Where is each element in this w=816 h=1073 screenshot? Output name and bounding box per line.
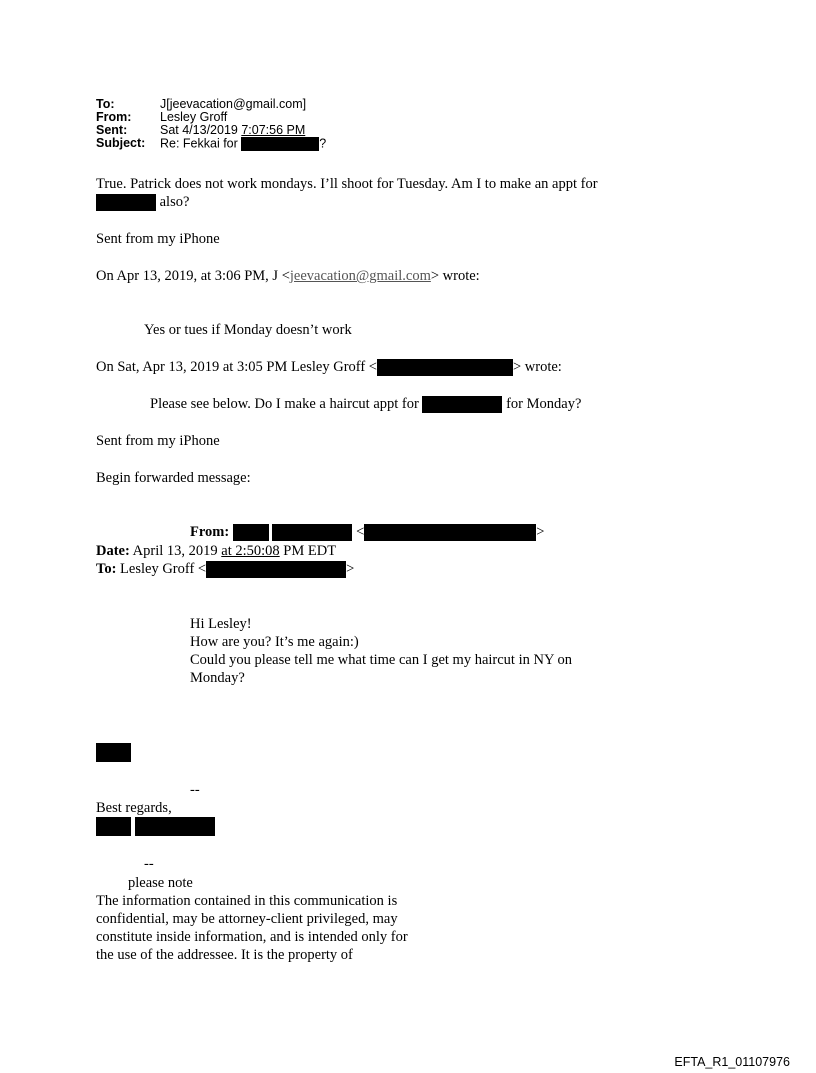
header-subject-label: Subject: — [96, 136, 146, 151]
header-sent-label: Sent: — [96, 123, 128, 137]
disclaimer-line: the use of the addressee. It is the property of — [96, 947, 353, 963]
quote2-attribution — [96, 358, 562, 376]
quote1-attribution-suffix: > wrote: — [430, 268, 480, 284]
quote1-attribution — [96, 267, 480, 285]
forwarded-to-gt: > — [346, 561, 355, 577]
forwarded-date-label: Date: — [96, 543, 130, 559]
redaction-box — [96, 817, 131, 836]
forwarded-body-line: Hi Lesley! — [190, 616, 252, 632]
quote2-signature: Sent from my iPhone — [96, 433, 220, 449]
redaction-box — [241, 137, 319, 151]
header-sent-time: 7:07:56 PM — [241, 123, 306, 137]
quote2-attribution-prefix: On Sat, Apr 13, 2019 at 3:05 PM Lesley Groff < — [96, 359, 377, 375]
quote1-email-link[interactable]: jeevacation@gmail.com — [289, 268, 431, 284]
forwarded-from-gt: > — [536, 524, 545, 540]
disclaimer-line: The information contained in this communication is — [96, 893, 398, 909]
forwarded-to-value: Lesley Groff < — [116, 561, 207, 577]
redaction-box — [96, 743, 131, 762]
disclaimer-dashes: -- — [144, 856, 154, 872]
quote2-body-prefix: Please see below. Do I make a haircut appt for — [150, 396, 423, 412]
redaction-box — [206, 561, 346, 578]
disclaimer-line: constitute inside information, and is intended only for — [96, 929, 408, 945]
forwarded-date-row — [96, 542, 336, 560]
forwarded-to-label: To: — [96, 561, 117, 577]
reply-line-1: True. Patrick does not work mondays. I’ll shoot for Tuesday. Am I to make an appt for — [96, 176, 598, 192]
redaction-box — [364, 524, 536, 541]
forwarded-to-row — [96, 560, 354, 578]
redaction-box — [422, 396, 502, 413]
quote2-body — [150, 395, 581, 413]
redaction-box — [135, 817, 215, 836]
forwarded-body-line: How are you? It’s me again:) — [190, 634, 359, 650]
forwarded-body-line: Monday? — [190, 670, 245, 686]
document-id: EFTA_R1_01107976 — [674, 1055, 790, 1069]
header-from-value: Lesley Groff — [160, 110, 228, 124]
redaction-box — [233, 524, 269, 541]
quote1-body: Yes or tues if Monday doesn’t work — [144, 322, 352, 338]
reply-line-2 — [96, 193, 189, 211]
best-regards: Best regards, — [96, 800, 172, 816]
forwarded-from-lt: < — [352, 524, 365, 540]
header-subject-row — [96, 137, 326, 151]
quote2-attribution-suffix: > wrote: — [512, 359, 562, 375]
redaction-box — [272, 524, 352, 541]
forwarded-date-underlined: at 2:50:08 — [221, 543, 280, 559]
reply-signature: Sent from my iPhone — [96, 231, 220, 247]
forwarded-from-row — [190, 523, 544, 541]
redaction-box — [96, 194, 156, 211]
header-to-label: To: — [96, 97, 115, 111]
redaction-box — [377, 359, 513, 376]
signoff-dashes: -- — [190, 782, 200, 798]
forwarded-body-line: Could you please tell me what time can I get my haircut in NY on — [190, 652, 573, 668]
header-to-value: J[jeevacation@gmail.com] — [160, 97, 307, 111]
forward-note: Begin forwarded message: — [96, 470, 251, 486]
quote2-body-suffix: for Monday? — [502, 396, 582, 412]
reply-line-2-suffix: also? — [156, 194, 190, 210]
header-from-label: From: — [96, 110, 132, 124]
header-sent-row — [96, 124, 305, 137]
disclaimer-line: confidential, may be attorney-client privileged, may — [96, 911, 398, 927]
header-sent-date: Sat 4/13/2019 — [160, 123, 242, 137]
quote1-attribution-prefix: On Apr 13, 2019, at 3:06 PM, J < — [96, 268, 290, 284]
header-subject-prefix: Re: Fekkai for — [160, 136, 242, 151]
forwarded-date-suffix: PM EDT — [279, 543, 337, 559]
forwarded-from-label: From: — [190, 524, 230, 540]
forwarded-date-prefix: April 13, 2019 — [129, 543, 222, 559]
header-subject-suffix: ? — [319, 136, 327, 151]
disclaimer-please-note: please note — [128, 875, 193, 891]
